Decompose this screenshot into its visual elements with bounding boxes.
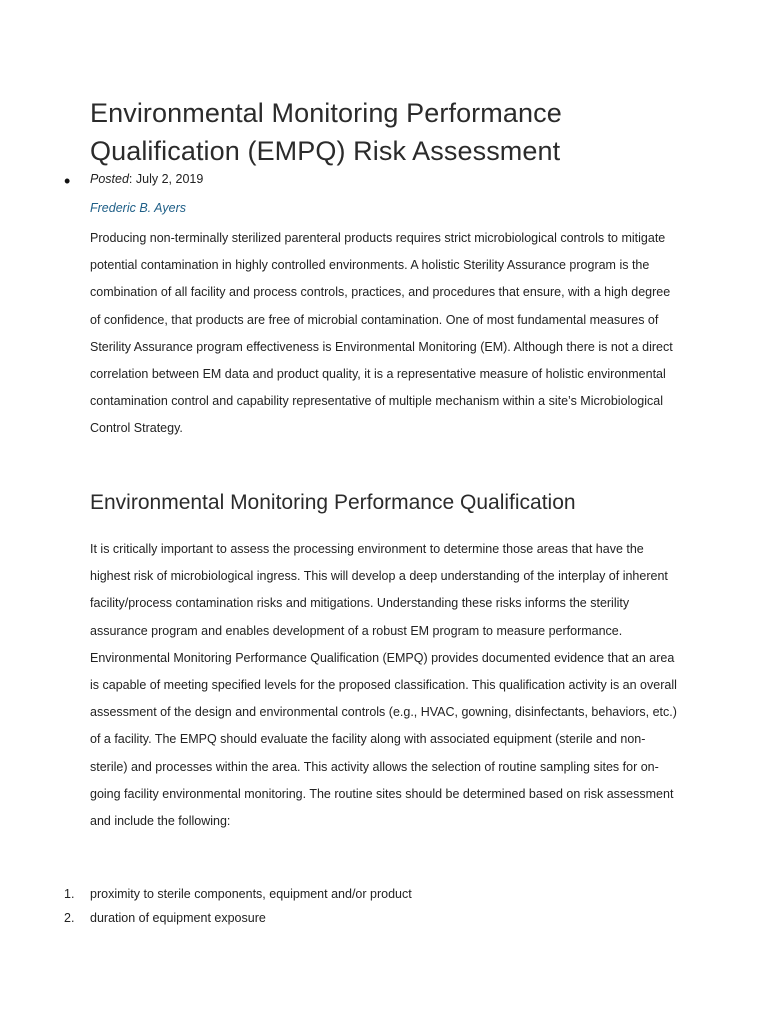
- list-item-number: 2.: [64, 911, 75, 925]
- posted-date: July 2, 2019: [135, 172, 204, 186]
- posted-label: Posted: [90, 172, 129, 186]
- intro-paragraph: Producing non-terminally sterilized parenteral products requires strict microbiological controls to mitigate potential contamination in highly controlled environments. A holistic Sterility Assurance program is the combination of all facility and process controls, practices, and procedures that ensure, with a high degree of confidence, that products are free of microbial contamination. One of most fundamental measures of Sterility Assurance program effectiveness is Environmental Monitoring (EM). Although there is not a direct correlation between EM data and product quality, it is a representative measure of holistic environmental contamination control and capability representative of multiple mechanism within a site’s Microbiological Control Strategy.: [90, 231, 673, 436]
- list-item-number: 1.: [64, 887, 75, 901]
- author-link[interactable]: Frederic B. Ayers: [90, 201, 186, 215]
- list-item-text: proximity to sterile components, equipment and/or product: [90, 887, 412, 901]
- list-item-text: duration of equipment exposure: [90, 911, 266, 925]
- posted-line: [90, 170, 203, 188]
- section-paragraph: It is critically important to assess the processing environment to determine those areas that have the highest risk of microbiological ingress. This will develop a deep understanding of the interplay of inherent facility/process contamination risks and mitigations. Understanding these risks informs the sterility assurance program and enables development of a robust EM program to measure performance. Environmental Monitoring Performance Qualification (EMPQ) provides documented evidence that an area is capable of meeting specified levels for the proposed classification. This qualification activity is an overall assessment of the design and environmental controls (e.g., HVAC, gowning, disinfectants, behaviors, etc.) of a facility. The EMPQ should evaluate the facility along with associated equipment (sterile and non-sterile) and processes within the area. This activity allows the selection of routine sampling sites for on-going facility environmental monitoring. The routine sites should be determined based on risk assessment and include the following:: [90, 542, 677, 829]
- list-item: [0, 882, 768, 906]
- posted-separator: :: [128, 172, 133, 186]
- article-title: Environmental Monitoring Performance Qualification (EMPQ) Risk Assessment: [90, 98, 562, 166]
- section-heading: Environmental Monitoring Performance Qualification: [90, 491, 576, 514]
- list-item: [0, 906, 768, 930]
- meta-bullet: •: [64, 171, 71, 191]
